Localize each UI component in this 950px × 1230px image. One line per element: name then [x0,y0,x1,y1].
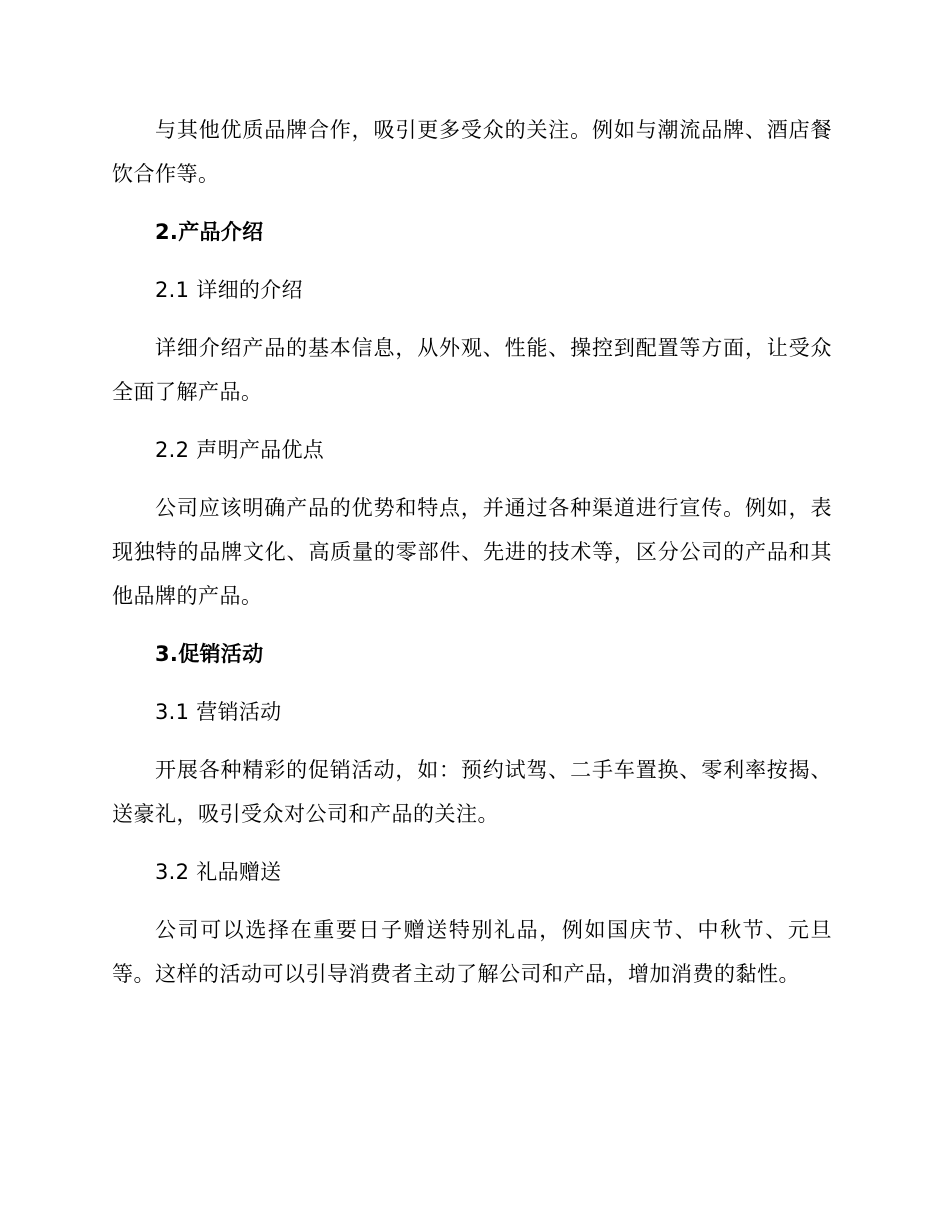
spacer [112,414,832,428]
spacer [112,196,832,210]
paragraph-partnership: 与其他优质品牌合作，吸引更多受众的关注。例如与潮流品牌、酒店餐饮合作等。 [112,118,832,186]
spacer [112,254,832,268]
subsection-heading-detailed-intro: 2.1 详细的介绍 [155,278,303,302]
section-heading-product-intro: 2.产品介绍 [155,220,264,244]
paragraph-detailed-intro: 详细介绍产品的基本信息，从外观、性能、操控到配置等方面，让受众全面了解产品。 [112,336,832,404]
paragraph-marketing-activities: 开展各种精彩的促销活动，如：预约试驾、二手车置换、零利率按揭、送豪礼，吸引受众对公司和产品的关注。 [112,758,832,826]
subsection-heading-gift-giving: 3.2 礼品赠送 [155,860,282,884]
subsection-heading-marketing-activities: 3.1 营销活动 [155,700,282,724]
subsection-heading-product-advantages: 2.2 声明产品优点 [155,438,325,462]
section-heading-promotions: 3.促销活动 [155,642,264,666]
spacer [112,618,832,632]
spacer [112,472,832,486]
spacer [112,676,832,690]
spacer [112,734,832,748]
document-page [112,108,832,996]
spacer [112,312,832,326]
spacer [112,836,832,850]
spacer [112,894,832,908]
paragraph-gift-giving: 公司可以选择在重要日子赠送特别礼品，例如国庆节、中秋节、元旦等。这样的活动可以引导消费者主动了解公司和产品，增加消费的黏性。 [112,918,832,986]
paragraph-product-advantages: 公司应该明确产品的优势和特点，并通过各种渠道进行宣传。例如，表现独特的品牌文化、高质量的零部件、先进的技术等，区分公司的产品和其他品牌的产品。 [112,496,832,608]
